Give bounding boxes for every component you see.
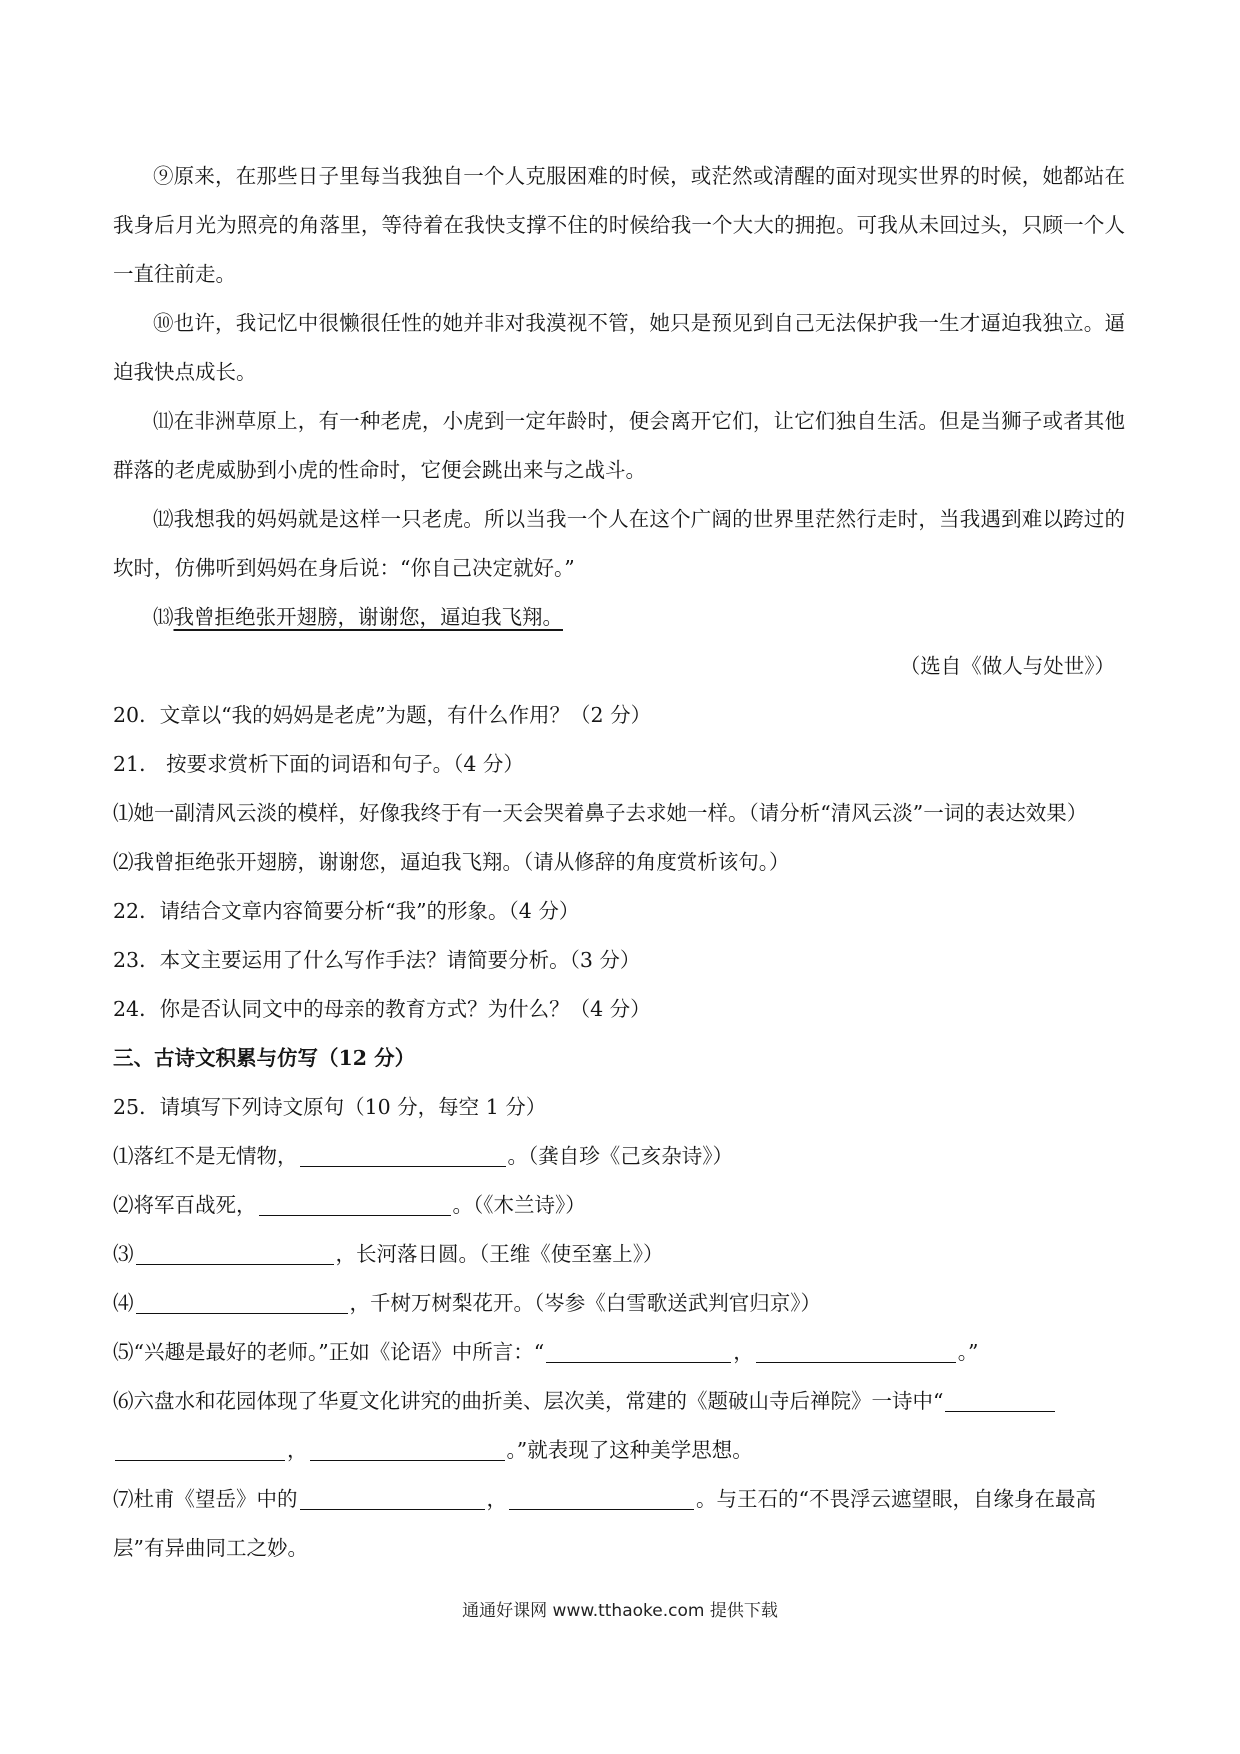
answer-blank[interactable] <box>756 1361 956 1363</box>
answer-blank[interactable] <box>136 1263 334 1265</box>
paragraph-13-number: ⒀ <box>153 605 174 629</box>
answer-blank[interactable] <box>136 1312 348 1314</box>
question-22: 22．请结合文章内容简要分析“我”的形象。（4 分） <box>113 899 580 923</box>
paragraph-13 <box>113 593 1125 642</box>
fill-item-6 <box>113 1377 1125 1475</box>
fill-item-4-source: ，千树万树梨花开。（岑参《白雪歌送武判官归京》） <box>349 1291 821 1315</box>
section-3-heading: 三、古诗文积累与仿写（12 分） <box>113 1046 416 1070</box>
fill-item-3 <box>113 1230 1125 1279</box>
answer-blank[interactable] <box>310 1459 505 1461</box>
paragraph-9: ⑨原来，在那些日子里每当我独自一个人克服困难的时候，或茫然或清醒的面对现实世界的时候，她都站在我身后月光为照亮的角落里，等待着在我快支撑不住的时候给我一个大大的拥抱。可我从未回过头，只顾一个人一直往前走。 <box>113 164 1125 286</box>
answer-blank[interactable] <box>945 1410 1055 1412</box>
paragraph-10: ⑩也许，我记忆中很懒很任性的她并非对我漠视不管，她只是预见到自己无法保护我一生才逼迫我独立。逼迫我快点成长。 <box>113 311 1125 384</box>
fill-item-4-number: ⑷ <box>113 1291 134 1315</box>
answer-blank[interactable] <box>300 1508 485 1510</box>
fill-item-7-comma: ， <box>486 1487 507 1511</box>
fill-item-4 <box>113 1279 1125 1328</box>
answer-blank[interactable] <box>115 1459 285 1461</box>
question-23: 23．本文主要运用了什么写作手法？请简要分析。（3 分） <box>113 948 641 972</box>
underlined-sentence: 我曾拒绝张开翅膀，谢谢您，逼迫我飞翔。 <box>173 605 563 629</box>
question-24: 24．你是否认同文中的母亲的教育方式？为什么？（4 分） <box>113 997 651 1021</box>
fill-item-2 <box>113 1181 1125 1230</box>
fill-item-7 <box>113 1475 1125 1573</box>
paragraph-11: ⑾在非洲草原上，有一种老虎，小虎到一定年龄时，便会离开它们，让它们独自生活。但是当狮子或者其他群落的老虎威胁到小虎的性命时，它便会跳出来与之战斗。 <box>113 409 1125 482</box>
fill-item-7-prompt: ⑺杜甫《望岳》中的 <box>113 1487 298 1511</box>
answer-blank[interactable] <box>259 1214 451 1216</box>
fill-item-6-end: 。”就表现了这种美学思想。 <box>506 1438 753 1462</box>
fill-item-2-source: 。（《木兰诗》） <box>452 1193 586 1217</box>
fill-item-5 <box>113 1328 1125 1377</box>
question-21-part-2: ⑵我曾拒绝张开翅膀，谢谢您，逼迫我飞翔。（请从修辞的角度赏析该句。） <box>113 850 790 874</box>
answer-blank[interactable] <box>546 1361 731 1363</box>
fill-item-5-end: 。” <box>957 1340 979 1364</box>
source-citation: （选自《做人与处世》） <box>899 654 1115 678</box>
fill-item-1-prompt: ⑴落红不是无情物， <box>113 1144 298 1168</box>
fill-item-7-end: 。与王石的“不畏浮云遮望眼，自缘身在最高层”有异曲同工之妙。 <box>113 1487 1096 1560</box>
fill-item-3-number: ⑶ <box>113 1242 134 1266</box>
question-21-part-1: ⑴她一副清风云淡的模样，好像我终于有一天会哭着鼻子去求她一样。（请分析“清风云淡”一词的表达效果） <box>113 801 1088 825</box>
question-25: 25．请填写下列诗文原句（10 分，每空 1 分） <box>113 1095 547 1119</box>
fill-item-6-comma: ， <box>287 1438 308 1462</box>
fill-item-3-source: ，长河落日圆。（王维《使至塞上》） <box>335 1242 664 1266</box>
fill-item-6-prompt: ⑹六盘水和花园体现了华夏文化讲究的曲折美、层次美，常建的《题破山寺后禅院》一诗中“ <box>113 1389 944 1413</box>
fill-item-1 <box>113 1132 1125 1181</box>
answer-blank[interactable] <box>509 1508 694 1510</box>
question-20: 20．文章以“我的妈妈是老虎”为题，有什么作用？（2 分） <box>113 703 652 727</box>
fill-item-5-prompt: ⑸“兴趣是最好的老师。”正如《论语》中所言：“ <box>113 1340 545 1364</box>
fill-item-1-source: 。（龚自珍《己亥杂诗》） <box>507 1144 733 1168</box>
answer-blank[interactable] <box>300 1165 506 1167</box>
question-21: 21． 按要求赏析下面的词语和句子。（4 分） <box>113 752 524 776</box>
page-content <box>113 152 1125 1573</box>
paragraph-12: ⑿我想我的妈妈就是这样一只老虎。所以当我一个人在这个广阔的世界里茫然行走时，当我遇到难以跨过的坎时，仿佛听到妈妈在身后说：“你自己决定就好。” <box>113 507 1125 580</box>
fill-item-2-prompt: ⑵将军百战死， <box>113 1193 257 1217</box>
fill-item-5-comma: ， <box>733 1340 754 1364</box>
footer-watermark: 通通好课网 www.tthaoke.com 提供下载 <box>462 1601 778 1621</box>
